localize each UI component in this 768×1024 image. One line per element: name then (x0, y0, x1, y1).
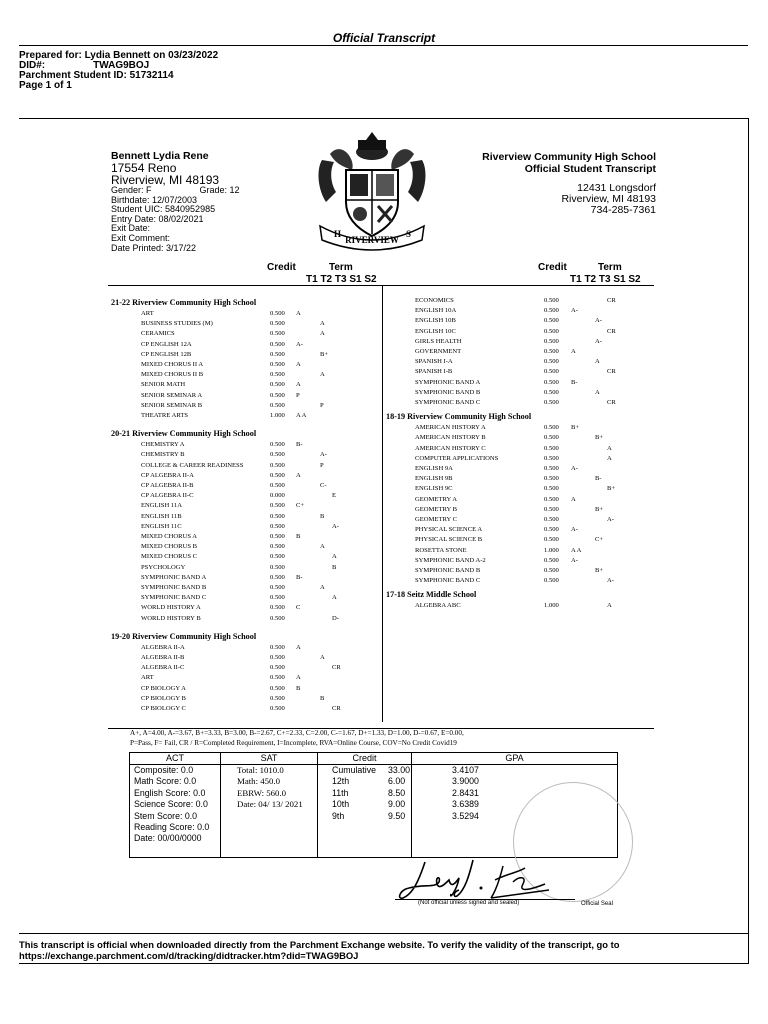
credit-row (332, 776, 410, 787)
legend-line-2: P=Pass, F= Fail, CR / R=Completed Requirement, I=Incomplete, RVA=Online Course, COV=No Credit Covid19 (130, 739, 457, 747)
course-grade: B- (571, 378, 578, 386)
prepared-block (19, 51, 218, 91)
course-grade: A (296, 310, 301, 317)
course-credit: 0.500 (270, 594, 285, 602)
left-term-header: Term (329, 262, 353, 273)
student-uic: Student UIC: 5840952985 (111, 204, 216, 215)
student-gender: Gender: F (111, 185, 152, 195)
course-name: ENGLISH 9B (415, 475, 453, 483)
course-grade: D- (332, 614, 339, 622)
score-line: Stem Score: 0.0 (134, 810, 198, 821)
course-grade: C+ (296, 502, 305, 510)
course-credit: 0.500 (270, 584, 285, 591)
student-grade: Grade: 12 (199, 185, 240, 195)
course-name: ALGEBRA II-B (141, 654, 185, 661)
score-line: Date: 00/00/0000 (134, 833, 202, 844)
page-bottom-rule (19, 963, 748, 964)
course-name: ENGLISH 11B (141, 512, 182, 520)
crest-letter-right: S (406, 229, 412, 239)
student-info (111, 151, 240, 253)
course-name: COLLEGE & CAREER READINESS (141, 461, 244, 469)
right-term-header: Term (598, 262, 622, 273)
score-line: Date: 04/ 13/ 2021 (237, 799, 303, 810)
course-credit: 0.500 (544, 378, 559, 386)
course-name: AMERICAN HISTORY C (415, 444, 486, 452)
entry-date: Entry Date: 08/02/2021 (111, 213, 204, 224)
course-name: GEOMETRY B (415, 505, 458, 513)
course-name: SYMPHONIC BAND B (141, 584, 207, 591)
course-name: MIXED CHORUS II B (141, 371, 204, 379)
school-crest-icon (312, 130, 432, 252)
signature-note: (Not official unless signed and sealed) (418, 900, 520, 906)
course-name: GEOMETRY A (415, 495, 458, 503)
course-grade: B- (296, 573, 303, 581)
act-header: ACT (166, 753, 184, 763)
course-credit: 0.500 (544, 399, 559, 406)
course-name: CHEMISTRY A (141, 441, 185, 449)
course-credit: 0.500 (270, 320, 285, 328)
credit-value: 9.00 (388, 799, 406, 810)
course-name: THEATRE ARTS (141, 412, 189, 419)
course-grade: A- (571, 465, 578, 472)
course-credit: 0.500 (270, 461, 285, 469)
page-right-border (748, 118, 749, 964)
title-rule (19, 45, 748, 46)
course-grade: A- (595, 337, 602, 345)
course-name: ALGEBRA ABC (415, 602, 461, 610)
gpa-summary (452, 765, 479, 822)
course-grade: A (296, 643, 301, 651)
course-name: WORLD HISTORY A (141, 604, 201, 612)
document-title: Official Transcript (332, 31, 436, 45)
course-credit: 0.500 (544, 465, 559, 472)
course-grade: B- (296, 441, 303, 449)
course-credit: 0.000 (270, 492, 285, 500)
score-line: 2.8431 (452, 787, 479, 798)
course-credit: 0.500 (270, 664, 285, 672)
course-credit: 0.500 (270, 381, 285, 389)
course-credit: 0.500 (270, 441, 285, 449)
course-credit: 0.500 (544, 368, 559, 376)
score-line: Math Score: 0.0 (134, 776, 197, 787)
credit-row (332, 799, 410, 810)
course-credit: 0.500 (544, 536, 559, 544)
course-credit: 0.500 (270, 684, 285, 692)
course-name: ENGLISH 9A (415, 465, 453, 472)
course-grade: B+ (320, 350, 329, 358)
course-name: SENIOR SEMINAR A (141, 391, 203, 399)
score-line: Total: 1010.0 (237, 765, 284, 775)
course-credit: 0.500 (270, 401, 285, 409)
course-credit: 0.500 (544, 454, 559, 462)
crest-letter-left: H (334, 229, 342, 239)
course-grade: A (296, 674, 301, 682)
course-credit: 0.500 (270, 502, 285, 510)
course-grade: A (320, 584, 325, 591)
course-grade: CR (607, 297, 616, 304)
credit-row (332, 765, 410, 776)
left-credit-header: Credit (267, 262, 296, 273)
course-grade: A (332, 594, 337, 602)
course-grade: A- (571, 526, 578, 534)
date-printed: Date Printed: 3/17/22 (111, 242, 197, 253)
score-line: Reading Score: 0.0 (134, 822, 210, 833)
credit-header: Credit (352, 753, 377, 763)
school-info (482, 151, 656, 216)
score-line: Composite: 0.0 (134, 765, 194, 775)
course-name: ENGLISH 10A (415, 307, 457, 315)
credit-value: 9.50 (388, 810, 406, 821)
course-credit: 0.500 (270, 563, 285, 571)
course-credit: 0.500 (270, 350, 285, 358)
exit-date: Exit Date: (111, 223, 151, 234)
verification-footer: This transcript is official when downloaded directly from the Parchment Exchange website. To verify the validity of the transcript, go to https://exchange.parchment.com/d/tracking/didtracker.htm?did=TWAG9BOJ (19, 939, 620, 961)
courses-top-rule (108, 285, 654, 286)
course-name: SENIOR SEMINAR B (141, 401, 203, 409)
course-name: ART (141, 310, 154, 317)
course-grade: P (296, 391, 300, 399)
course-grade: A- (607, 577, 614, 585)
course-name: ENGLISH 11A (141, 502, 182, 510)
course-credit: 0.500 (270, 330, 285, 338)
course-credit: 0.500 (544, 317, 559, 325)
course-credit: 0.500 (270, 573, 285, 581)
course-credit: 1.000 (270, 412, 285, 419)
course-name: SPANISH I-A (415, 358, 453, 366)
course-name: MIXED CHORUS II A (141, 361, 204, 368)
course-grade: P (320, 461, 324, 469)
act-scores (134, 765, 209, 845)
school-city: Riverview, MI 48193 (561, 193, 656, 205)
year-heading: 18-19 Riverview Community High School (386, 412, 532, 422)
score-line: 3.4107 (452, 765, 479, 775)
student-street: 17554 Reno (111, 161, 177, 175)
course-credit: 0.500 (270, 522, 285, 530)
score-line: Math: 450.0 (237, 776, 281, 787)
course-name: ENGLISH 11C (141, 522, 182, 530)
year-heading: 17-18 Seitz Middle School (386, 590, 477, 600)
student-city: Riverview, MI 48193 (111, 173, 220, 187)
credit-label: Cumulative (332, 765, 377, 775)
course-grade: A A (571, 546, 582, 554)
course-credit: 0.500 (544, 475, 559, 483)
credit-label: 11th (332, 787, 349, 798)
year-heading: 21-22 Riverview Community High School (111, 298, 257, 307)
course-name: CP ALGEBRA II-B (141, 482, 194, 489)
course-grade: A (320, 330, 325, 338)
course-grade: B (332, 563, 337, 571)
course-credit: 0.500 (270, 705, 285, 712)
course-name: CHEMISTRY B (141, 451, 185, 459)
course-grade: A (607, 444, 612, 452)
student-name: Bennett Lydia Rene (111, 150, 209, 162)
course-grade: A- (607, 516, 614, 523)
score-line: 3.9000 (452, 776, 479, 787)
credit-label: 10th (332, 799, 350, 810)
course-grade: A (320, 320, 325, 328)
course-grade: C+ (595, 536, 604, 544)
course-name: BUSINESS STUDIES (M) (141, 320, 213, 328)
course-name: SENIOR MATH (141, 381, 186, 389)
course-grade: CR (332, 664, 341, 672)
left-term-columns: T1 T2 T3 S1 S2 (306, 274, 377, 285)
course-credit: 0.500 (544, 577, 559, 585)
course-grade: A- (332, 522, 339, 530)
course-grade: A- (595, 317, 602, 325)
course-credit: 0.500 (544, 526, 559, 534)
header-top-rule (19, 118, 748, 119)
course-name: SYMPHONIC BAND A (415, 378, 481, 386)
course-grade: C- (320, 482, 327, 489)
course-credit: 0.500 (544, 444, 559, 452)
score-line: 3.5294 (452, 810, 479, 821)
course-credit: 0.500 (270, 604, 285, 612)
course-grade: A (296, 471, 301, 479)
course-name: GIRLS HEALTH (415, 337, 462, 345)
course-credit: 0.500 (544, 424, 559, 432)
course-name: MIXED CHORUS C (141, 553, 198, 561)
course-name: SYMPHONIC BAND C (415, 577, 481, 585)
course-name: CP BIOLOGY A (141, 684, 186, 692)
course-name: ENGLISH 9C (415, 485, 453, 493)
legend-line-1: A+, A=4.00, A-=3.67, B+=3.33, B=3.00, B-=2.67, C+=2.33, C=2.00, C-=1.67, D+=1.33, D=1.00, D-=0.67, E=0.00, (130, 729, 464, 737)
course-name: CP ENGLISH 12A (141, 340, 192, 348)
credit-label: 12th (332, 776, 350, 787)
course-grade: B+ (595, 434, 604, 442)
official-seal-label: Official Seal (581, 901, 613, 907)
credit-value: 33.00 (388, 765, 411, 775)
credit-value: 8.50 (388, 787, 406, 798)
course-name: AMERICAN HISTORY A (415, 424, 486, 432)
course-name: ENGLISH 10B (415, 317, 456, 325)
credit-row (332, 811, 410, 822)
score-line: English Score: 0.0 (134, 787, 206, 798)
course-name: SYMPHONIC BAND B (415, 567, 481, 574)
credit-row (332, 788, 410, 799)
course-grade: A- (320, 451, 327, 459)
course-credit: 0.500 (544, 556, 559, 564)
course-credit: 0.500 (544, 337, 559, 345)
course-name: ALGEBRA II-A (141, 643, 185, 651)
course-name: PHYSICAL SCIENCE A (415, 526, 483, 534)
course-credit: 0.500 (270, 471, 285, 479)
school-phone: 734-285-7361 (590, 204, 656, 216)
course-name: CP ALGEBRA II-A (141, 471, 194, 479)
course-grade: B (296, 684, 301, 692)
course-grade: A (595, 358, 600, 366)
course-grade: A (320, 543, 325, 551)
course-grade: B (320, 694, 325, 702)
course-grade: B (296, 533, 301, 540)
course-credit: 0.500 (270, 553, 285, 561)
year-heading: 20-21 Riverview Community High School (111, 429, 257, 439)
course-credit: 0.500 (270, 643, 285, 651)
course-credit: 0.500 (544, 434, 559, 442)
course-name: SYMPHONIC BAND C (415, 399, 481, 406)
course-name: PSYCHOLOGY (141, 563, 186, 571)
sat-header: SAT (260, 753, 278, 763)
gpa-header: GPA (505, 753, 524, 763)
course-name: CP ENGLISH 12B (141, 350, 192, 358)
course-name: CP ALGEBRA II-C (141, 492, 194, 500)
credit-value: 6.00 (388, 776, 406, 787)
course-name: MIXED CHORUS A (141, 533, 198, 540)
course-grade: A (571, 495, 576, 503)
course-credit: 0.500 (544, 358, 559, 366)
course-grade: A- (296, 340, 303, 348)
course-name: CP BIOLOGY C (141, 705, 186, 712)
course-grade: CR (607, 327, 616, 335)
course-grade: A (296, 381, 301, 389)
course-name: PHYSICAL SCIENCE B (415, 536, 483, 544)
course-grade: A A (296, 412, 307, 419)
course-name: MIXED CHORUS B (141, 543, 198, 551)
course-credit: 0.500 (544, 307, 559, 315)
course-name: ROSETTA STONE (415, 546, 467, 554)
crest-banner: RIVERVIEW (345, 235, 399, 245)
course-name: GEOMETRY C (415, 516, 458, 523)
score-line: 3.6389 (452, 799, 479, 810)
course-credit: 0.500 (544, 348, 559, 355)
course-name: COMPUTER APPLICATIONS (415, 454, 499, 462)
course-credit: 0.500 (270, 391, 285, 399)
course-grade: B+ (571, 424, 580, 432)
course-grade: B+ (595, 567, 604, 574)
course-grade: B (320, 512, 325, 520)
course-grade: B- (595, 475, 602, 483)
course-name: ENGLISH 10C (415, 327, 456, 335)
course-grade: A (595, 388, 600, 396)
transcript-title: Official Student Transcript (524, 163, 656, 175)
course-credit: 1.000 (544, 602, 559, 610)
course-credit: 0.500 (270, 371, 285, 379)
course-credit: 0.500 (544, 505, 559, 513)
course-name: SYMPHONIC BAND A-2 (415, 556, 486, 564)
school-street: 12431 Longsdorf (577, 182, 656, 194)
course-grade: A- (571, 556, 578, 564)
footer-rule (19, 933, 748, 934)
course-name: WORLD HISTORY B (141, 614, 201, 622)
did-label: DID#: (19, 60, 46, 71)
course-name: CERAMICS (141, 330, 175, 338)
credit-summary (332, 765, 410, 822)
course-grade: A (296, 361, 301, 368)
course-name: ART (141, 674, 154, 682)
course-credit: 0.500 (270, 512, 285, 520)
course-credit: 0.500 (270, 310, 285, 317)
course-grade: A- (571, 307, 578, 315)
course-grade: P (320, 401, 324, 409)
course-name: AMERICAN HISTORY B (415, 434, 486, 442)
course-grade: B+ (595, 505, 604, 513)
course-credit: 0.500 (270, 674, 285, 682)
course-name: GOVERNMENT (415, 348, 462, 355)
course-credit: 0.500 (270, 694, 285, 702)
did-value: TWAG9BOJ (93, 60, 150, 71)
course-grade: A (320, 371, 325, 379)
school-name: Riverview Community High School (482, 151, 656, 163)
course-grade: CR (332, 705, 341, 712)
right-term-columns: T1 T2 T3 S1 S2 (570, 274, 641, 285)
course-credit: 0.500 (270, 361, 285, 368)
page-number: Page 1 of 1 (19, 80, 72, 91)
right-credit-header: Credit (538, 262, 567, 273)
course-grade: E (332, 492, 337, 500)
course-grade: A (320, 654, 325, 661)
course-name: ECONOMICS (415, 297, 454, 304)
course-grade: A (332, 553, 337, 561)
course-grade: CR (607, 368, 616, 376)
course-credit: 0.500 (544, 516, 559, 523)
course-credit: 0.500 (270, 543, 285, 551)
course-grade: A (571, 348, 576, 355)
course-grade: C (296, 604, 301, 612)
year-heading: 19-20 Riverview Community High School (111, 631, 257, 641)
course-credit: 0.500 (544, 495, 559, 503)
course-credit: 0.500 (544, 388, 559, 396)
student-birthdate: Birthdate: 12/07/2003 (111, 194, 198, 205)
course-name: SPANISH I-B (415, 368, 453, 376)
course-name: SYMPHONIC BAND B (415, 388, 481, 396)
sat-scores (237, 765, 303, 811)
course-credit: 0.500 (270, 533, 285, 540)
parchment-id: Parchment Student ID: 51732114 (19, 70, 174, 81)
course-credit: 1.000 (544, 546, 559, 554)
credit-label: 9th (332, 810, 345, 821)
course-name: SYMPHONIC BAND A (141, 573, 207, 581)
course-credit: 0.500 (544, 567, 559, 574)
course-credit: 0.500 (270, 451, 285, 459)
score-line: EBRW: 560.0 (237, 787, 287, 798)
course-grade: A (607, 602, 612, 610)
exit-comment: Exit Comment: (111, 232, 171, 243)
course-credit: 0.500 (270, 654, 285, 661)
grade-legend (130, 728, 464, 748)
course-credit: 0.500 (270, 614, 285, 622)
course-grade: B+ (607, 485, 616, 493)
course-grade: A (607, 454, 612, 462)
course-name: ALGEBRA II-C (141, 664, 185, 672)
prepared-for: Prepared for: Lydia Bennett on 03/23/2022 (19, 50, 219, 61)
course-grade: CR (607, 399, 616, 406)
course-credit: 0.500 (544, 297, 559, 304)
course-credit: 0.500 (544, 485, 559, 493)
column-divider (382, 286, 383, 722)
score-line: Science Score: 0.0 (134, 799, 208, 810)
course-name: CP BIOLOGY B (141, 694, 186, 702)
course-credit: 0.500 (544, 327, 559, 335)
course-credit: 0.500 (270, 340, 285, 348)
course-credit: 0.500 (270, 482, 285, 489)
course-name: SYMPHONIC BAND C (141, 594, 207, 602)
